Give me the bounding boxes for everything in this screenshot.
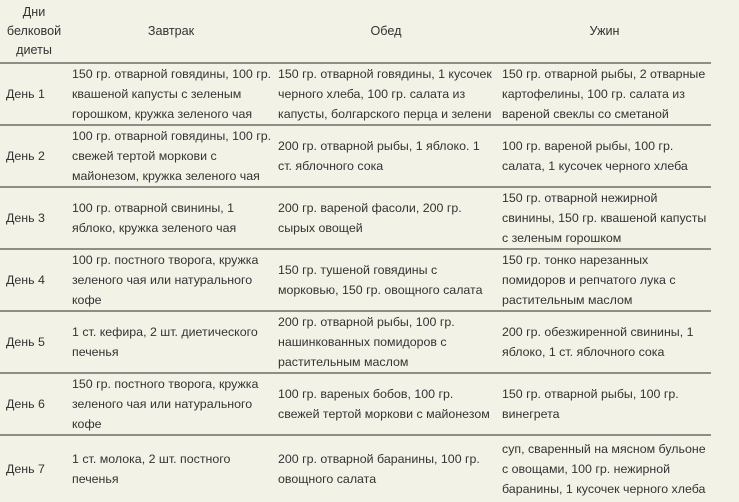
- lunch-cell: 150 гр. отварной говядины, 1 кусочек черного хлеба, 100 гр. салата из капусты, болгарского перца и зелени: [274, 63, 498, 125]
- lunch-cell: 100 гр. вареных бобов, 100 гр. свежей тертой моркови с майонезом: [274, 373, 498, 435]
- day-cell: День 4: [0, 249, 68, 311]
- day-cell: День 7: [6, 462, 45, 476]
- breakfast-cell: 1 ст. кефира, 2 шт. диетического печенья: [68, 311, 274, 373]
- dinner-cell: суп, сваренный на мясном бульоне с овощами, 100 гр. нежирной баранины, 1 кусочек черного хлеба: [502, 442, 706, 496]
- header-day-line: Дни: [22, 4, 46, 19]
- table-row: [0, 63, 711, 125]
- table-row: [0, 373, 711, 435]
- day-cell: День 2: [0, 125, 68, 187]
- day-cell: День 5: [0, 311, 68, 373]
- dinner-cell: 150 гр. отварной нежирной свинины, 150 гр. квашеной капусты с зеленым горошком: [498, 187, 711, 249]
- header-lunch: Обед: [274, 0, 498, 63]
- breakfast-cell: 1 ст. молока, 2 шт. постного печенья: [72, 452, 231, 486]
- table-row: [0, 125, 711, 187]
- dinner-cell: 150 гр. отварной рыбы, 2 отварные картофелины, 100 гр. салата из вареной свеклы со сметаной: [498, 63, 711, 125]
- day-cell: День 3: [0, 187, 68, 249]
- lunch-cell: 150 гр. тушеной говядины с морковью, 150 гр. овощного салата: [274, 249, 498, 311]
- breakfast-cell: 150 гр. постного творога, кружка зеленого чая или натурального кофе: [68, 373, 274, 435]
- lunch-cell: 200 гр. отварной баранины, 100 гр. овощного салата: [278, 452, 480, 486]
- header-day-line: белковой: [6, 23, 62, 38]
- breakfast-cell: 100 гр. постного творога, кружка зеленого чая или натурального кофе: [68, 249, 274, 311]
- dinner-cell: 150 гр. тонко нарезанных помидоров и репчатого лука с растительным маслом: [498, 249, 711, 311]
- breakfast-cell: 100 гр. отварной свинины, 1 яблоко, кружка зеленого чая: [68, 187, 274, 249]
- breakfast-cell: 150 гр. отварной говядины, 100 гр. квашеной капусты с зеленым горошком, кружка зеленого чая: [68, 63, 274, 125]
- header-dinner: Ужин: [498, 0, 711, 63]
- day-cell: День 6: [0, 373, 68, 435]
- lunch-cell: 200 гр. отварной рыбы, 100 гр. нашинкованных помидоров с растительным маслом: [274, 311, 498, 373]
- table-header-row: [0, 0, 711, 63]
- header-breakfast: Завтрак: [68, 0, 274, 63]
- table-row: [0, 187, 711, 249]
- breakfast-cell: 100 гр. отварной говядины, 100 гр. свежей тертой моркови с майонезом, кружка зеленого чая: [68, 125, 274, 187]
- lunch-cell: 200 гр. отварной рыбы, 1 яблоко. 1 ст. яблочного сока: [274, 125, 498, 187]
- table-row: [0, 311, 711, 373]
- table-row: [0, 435, 711, 502]
- dinner-cell: 150 гр. отварной рыбы, 100 гр. винегрета: [498, 373, 711, 435]
- header-day-line: диеты: [16, 42, 52, 57]
- table-row: [0, 249, 711, 311]
- dinner-cell: 200 гр. обезжиренной свинины, 1 яблоко, 1 ст. яблочного сока: [498, 311, 711, 373]
- day-cell: День 1: [0, 63, 68, 125]
- lunch-cell: 200 гр. вареной фасоли, 200 гр. сырых овощей: [274, 187, 498, 249]
- dinner-cell: 100 гр. вареной рыбы, 100 гр. салата, 1 кусочек черного хлеба: [498, 125, 711, 187]
- header-day: [0, 0, 68, 63]
